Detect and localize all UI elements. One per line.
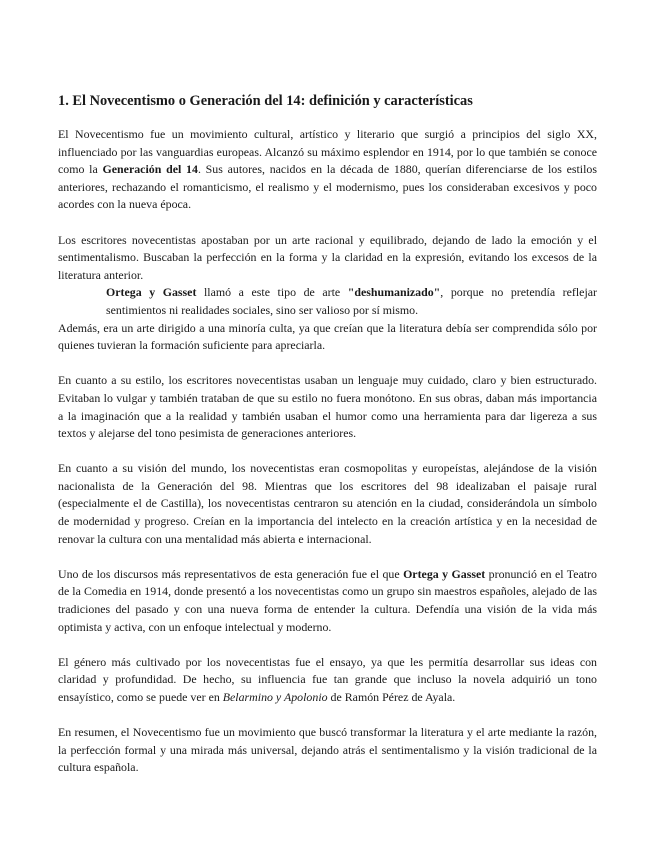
paragraph-text: Uno de los discursos más representativos de esta generación fue el que xyxy=(58,566,404,581)
italic-title: Belarmino y Apolonio xyxy=(222,690,328,704)
paragraph-text: El género más cultivado por los novecentistas fue el ensayo, ya que les permitía desarrollar sus ideas con claridad y profundidad. De hecho, su influencia fue tan grande que incluso la novela adquirió un tono ensayístico, como se puede ver en xyxy=(58,654,597,704)
paragraph-deshumanizado-quote xyxy=(58,284,597,319)
paragraph-worldview: En cuanto a su visión del mundo, los novecentistas eran cosmopolitas y europeístas, alejándose de la visión nacionalista de la Generación del 98. Mientras que los escritores del 98 idealizaban el paisaje rural (especialmente el de Castilla), los novecentistas centraron su atención en la ciudad, considerándola un símbolo de modernidad y progreso. Creían en la importancia del intelecto en la creación artística y en la necesidad de renovar la cultura con una mentalidad más abierta e internacional. xyxy=(58,461,597,546)
paragraph-text: llamó a este tipo de arte xyxy=(196,285,348,300)
paragraph-style: En cuanto a su estilo, los escritores novecentistas usaban un lenguaje muy cuidado, claro y bien estructurado. Evitaban lo vulgar y también trataban de que su estilo no fuera monótono. En sus obras, daban más importancia a la imaginación que a la realidad y también usaban el humor como una herramienta para dar ligereza a sus textos y alejarse del tono pesimista de generaciones anteriores. xyxy=(58,373,597,441)
paragraph-introduction xyxy=(58,126,597,214)
paragraph-summary: En resumen, el Novecentismo fue un movimiento que buscó transformar la literatura y el arte mediante la razón, la perfección formal y una mirada más universal, dejando atrás el sentimentalismo y la visión tradicional de la cultura española. xyxy=(58,725,597,775)
section-heading: 1. El Novecentismo o Generación del 14: definición y características xyxy=(58,93,473,109)
paragraph-speech xyxy=(58,566,597,636)
paragraph-text: , porque no pretendía reflejar sentimientos ni realidades sociales, sino ser valioso por sí mismo. xyxy=(106,285,597,317)
paragraph-minority: Además, era un arte dirigido a una minoría culta, ya que creían que la literatura debía ser comprendida sólo por quienes tuvieran la formación suficiente para apreciarla. xyxy=(58,320,597,353)
paragraph-text: de Ramón Pérez de Ayala. xyxy=(327,690,456,704)
paragraph-text: . Sus autores, nacidos en la década de 1880, querían diferenciarse de los estilos anteriores, rechazando el romanticismo, el realismo y el modernismo, pues los consideraban excesivos y poco acordes con la nueva época. xyxy=(58,162,597,212)
bold-term: "deshumanizado" xyxy=(347,285,441,300)
bold-term: Ortega y Gasset xyxy=(106,285,197,300)
paragraph-text: pronunció en el Teatro de la Comedia en 1914, donde presentó a los novecentistas como un grupo sin maestros españoles, alejado de las tradiciones del pasado y con una nueva forma de entender la cultura. Defendía una visión de la vida más optimista y activa, con un enfoque intelectual y moderno. xyxy=(58,566,597,634)
paragraph-essay xyxy=(58,654,597,707)
paragraph-text: El Novecentismo fue un movimiento cultural, artístico y literario que surgió a principios del siglo XX, influenciado por las vanguardias europeas. Alcanzó su máximo esplendor en 1914, por lo que también se conoce como la xyxy=(58,127,597,177)
bold-term: Generación del 14 xyxy=(102,162,198,177)
paragraph-rational-art: Los escritores novecentistas apostaban por un arte racional y equilibrado, dejando de lado la emoción y el sentimentalismo. Buscaban la perfección en la forma y la claridad en la expresión, evitando los excesos de la literatura anterior. xyxy=(58,232,597,282)
bold-term: Ortega y Gasset xyxy=(403,566,486,581)
